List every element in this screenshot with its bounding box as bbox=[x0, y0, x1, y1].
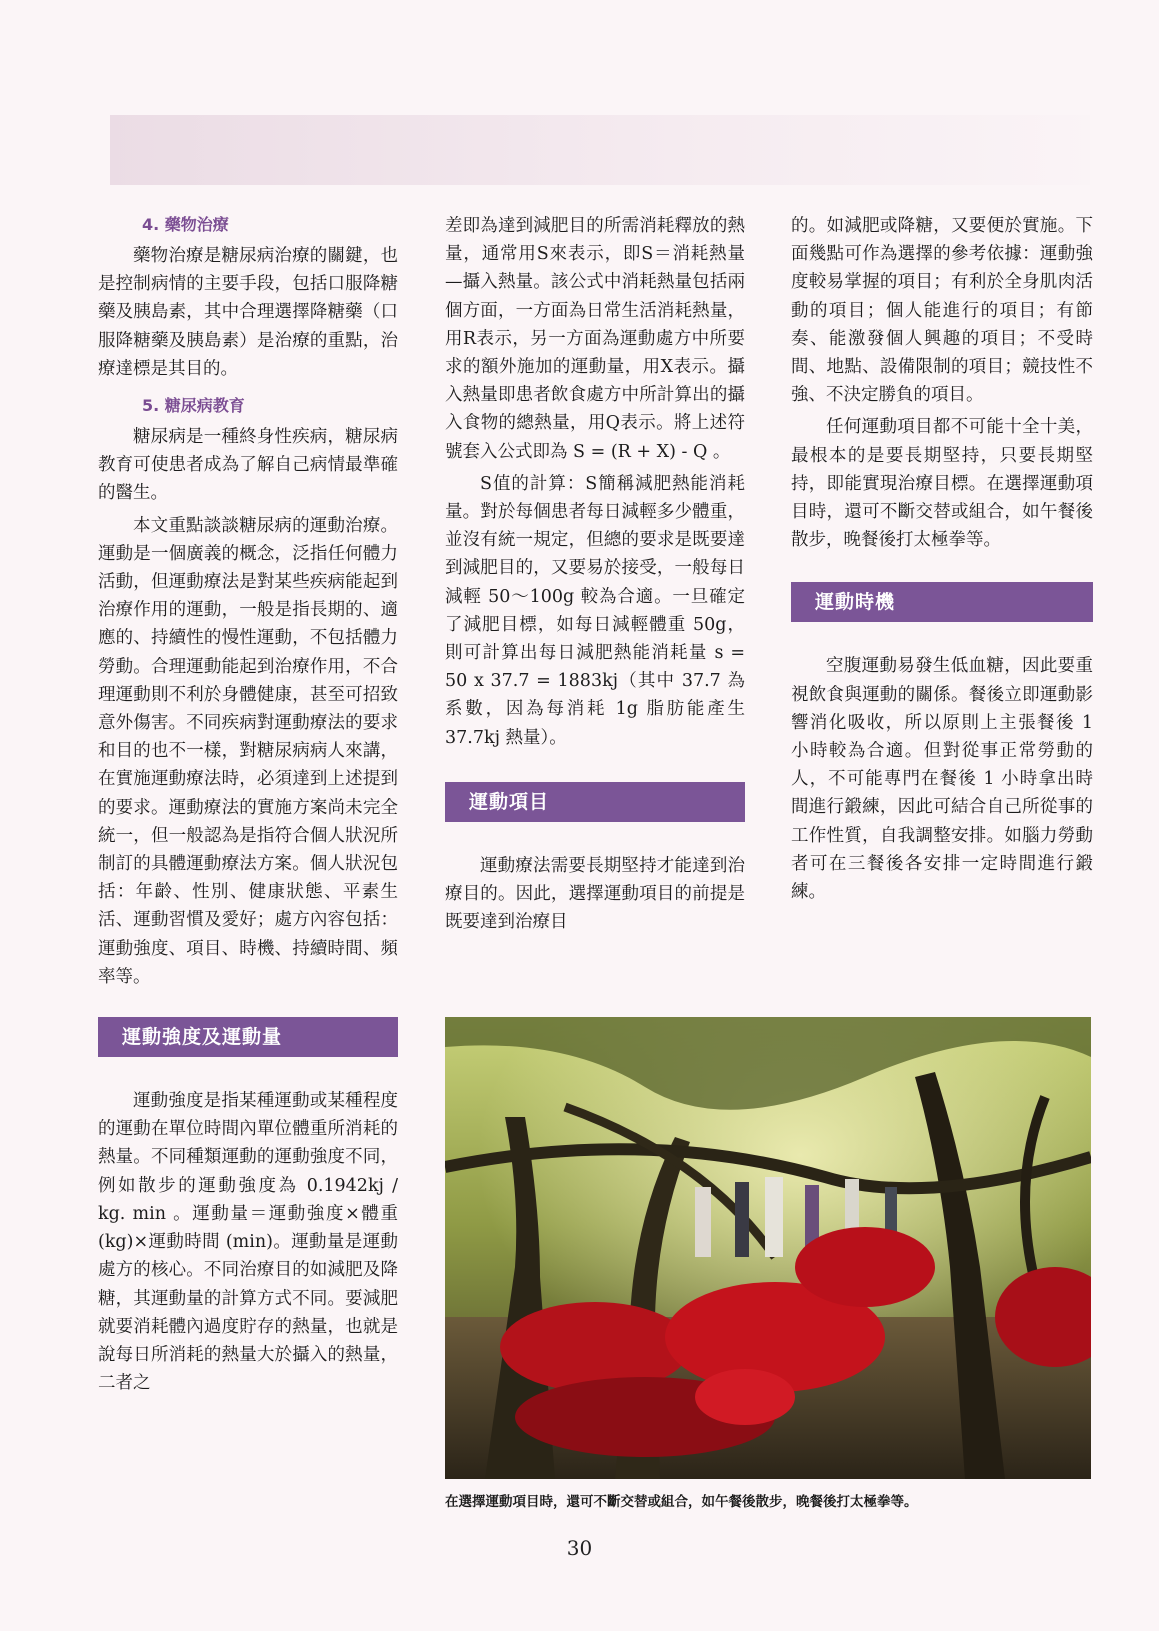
paragraph-items-continued: 的。如減肥或降糖，又要便於實施。下面幾點可作為選擇的參考依據：運動強度較易掌握的項目；有利於全身肌肉活動的項目；個人能進行的項目；有節奏、能激發個人興趣的項目；不受時間、地點、設備限制的項目；競技性不強、不決定勝負的項目。 bbox=[791, 216, 1093, 406]
paragraph-exercise-therapy: 本文重點談談糖尿病的運動治療。運動是一個廣義的概念，泛指任何體力活動，但運動療法是對某些疾病能起到治療作用的運動，一般是指長期的、適應的、持續性的慢性運動，不包括體力勞動。合理運動能起到治療作用，不合理運動則不利於身體健康，甚至可招致意外傷害。不同疾病對運動療法的要求和目的也不一樣，對糖尿病病人來講，在實施運動療法時，必須達到上述提到的要求。運動療法的實施方案尚未完全統一，但一般認為是指符合個人狀況所制訂的具體運動療法方案。個人狀況包括：年齡、性別、健康狀態、平素生活、運動習慣及愛好；處方內容包括：運動強度、項目、時機、持續時間、頻率等。 bbox=[98, 515, 398, 987]
paragraph-s-value: S值的計算：S簡稱減肥熱能消耗量。對於每個患者每日減輕多少體重，並沒有統一規定，但總的要求是既要達到減肥目的，又要易於接受，一般每日減輕 50～100g 較為合適。一旦確定了減肥目標，如每日減輕體重 50g，則可計算出每日減肥熱能消耗量 s = 50 x 37.7 = 1883kj（其中 37.7 為系數，因為每消耗 1g 脂肪能產生 37.7kj 熱量）。 bbox=[445, 473, 745, 748]
photo-caption: 在選擇運動項目時，還可不斷交替或組合，如午餐後散步，晚餐後打太極拳等。 bbox=[445, 1494, 918, 1510]
header-decorative-band bbox=[110, 115, 1090, 185]
paragraph-diabetes-education: 糖尿病是一種終身性疾病，糖尿病教育可使患者成為了解自己病情最準確的醫生。 bbox=[98, 427, 398, 504]
paragraph-persistence: 任何運動項目都不可能十全十美，最根本的是要長期堅持，只要長期堅持，即能實現治療目標。在選擇運動項目時，還可不斷交替或組合，如午餐後散步，晚餐後打太極拳等。 bbox=[791, 417, 1093, 551]
paragraph-exercise-items: 運動療法需要長期堅持才能達到治療目的。因此，選擇運動項目的前提是既要達到治療目 bbox=[445, 855, 745, 933]
paragraph-formula: 差即為達到減肥目的所需消耗釋放的熱量，通常用S來表示，即S＝消耗熱量—攝入熱量。該公式中消耗熱量包括兩個方面，一方面為日常生活消耗熱量，用R表示，另一方面為運動處方中所要求的額外施加的運動量，用X表示。攝入熱量即患者飲食處方中所計算出的攝入食物的總熱量，用Q表示。將上述符號套入公式即為 S = (R + X) - Q 。 bbox=[445, 216, 745, 462]
subheading-drug-therapy: 4. 藥物治療 bbox=[142, 215, 229, 234]
page-number: 30 bbox=[566, 1536, 593, 1560]
section-heading-exercise-items: 運動項目 bbox=[445, 782, 745, 822]
park-exercise-photo bbox=[445, 1017, 1091, 1479]
section-heading-exercise-timing: 運動時機 bbox=[791, 582, 1093, 622]
article-column-1 bbox=[98, 212, 398, 1397]
article-column-2 bbox=[445, 212, 745, 936]
section-heading-intensity: 運動強度及運動量 bbox=[98, 1017, 398, 1057]
paragraph-drug-therapy: 藥物治療是糖尿病治療的關鍵，也是控制病情的主要手段，包括口服降糖藥及胰島素，其中合理選擇降糖藥（口服降糖藥及胰島素）是治療的重點，治療達標是其目的。 bbox=[98, 246, 398, 379]
paragraph-exercise-timing: 空腹運動易發生低血糖，因此要重視飲食與運動的關係。餐後立即運動影響消化吸收，所以原則上主張餐後 1 小時較為合適。但對從事正常勞動的人，不可能專門在餐後 1 小時拿出時間進行鍛練，因此可結合自己所從事的工作性質，自我調整安排。如腦力勞動者可在三餐後各安排一定時間進行鍛練。 bbox=[791, 656, 1093, 903]
article-column-3 bbox=[791, 212, 1093, 906]
subheading-diabetes-education: 5. 糖尿病教育 bbox=[142, 396, 245, 416]
paragraph-intensity: 運動強度是指某種運動或某種程度的運動在單位時間內單位體重所消耗的熱量。不同種類運動的運動強度不同，例如散步的運動強度為 0.1942kj / kg. min 。運動量＝運動強度×體重 (kg)×運動時間 (min)。運動量是運動處方的核心。不同治療目的如減肥及降糖，其運動量的計算方式不同。要減肥就要消耗體內過度貯存的熱量，也就是說每日所消耗的熱量大於攝入的熱量，二者之 bbox=[98, 1091, 398, 1394]
